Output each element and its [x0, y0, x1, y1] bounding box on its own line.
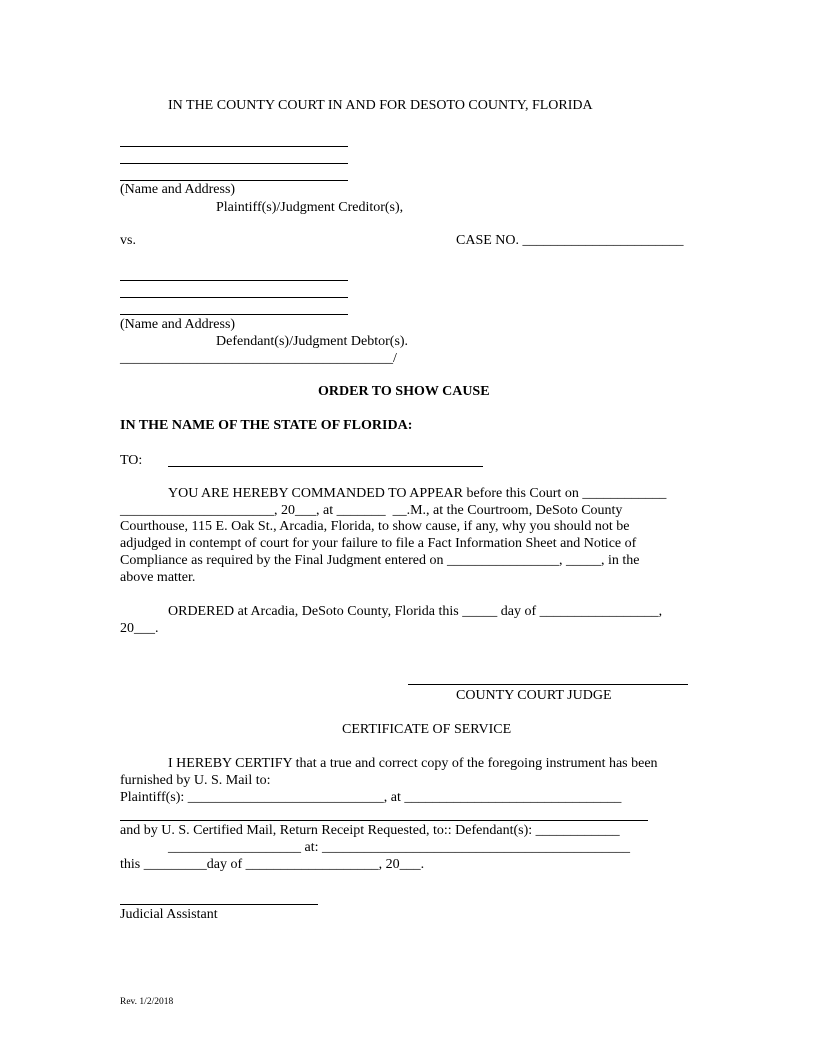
certificate-line-1: I HEREBY CERTIFY that a true and correct copy of the foregoing instrument has been — [168, 756, 658, 771]
certificate-blank-line[interactable] — [120, 820, 648, 821]
certificate-date-line: this _________day of ___________________, 20___. — [120, 857, 425, 872]
body-line-3: Courthouse, 115 E. Oak St., Arcadia, Florida, to show cause, if any, why you should not be — [120, 519, 630, 534]
to-label: TO: — [120, 453, 143, 468]
case-number-field[interactable]: CASE NO. _______________________ — [456, 233, 684, 248]
revision-label: Rev. 1/2/2018 — [120, 997, 174, 1007]
assistant-signature-line[interactable] — [120, 904, 318, 905]
court-header: IN THE COUNTY COURT IN AND FOR DESOTO COUNTY, FLORIDA — [168, 98, 593, 113]
order-title: ORDER TO SHOW CAUSE — [318, 384, 490, 399]
certificate-line-2: furnished by U. S. Mail to: — [120, 773, 271, 788]
assistant-label: Judicial Assistant — [120, 907, 218, 922]
defendant-name-line-3[interactable] — [120, 314, 348, 315]
certificate-title: CERTIFICATE OF SERVICE — [342, 722, 512, 737]
ordered-line-1: ORDERED at Arcadia, DeSoto County, Florida this _____ day of _________________, — [168, 604, 663, 619]
body-line-4: adjudged in contempt of court for your failure to file a Fact Information Sheet and Notice of — [120, 536, 637, 551]
state-heading: IN THE NAME OF THE STATE OF FLORIDA: — [120, 418, 413, 433]
certificate-plaintiff-line: Plaintiff(s): ____________________________, at _______________________________ — [120, 790, 622, 805]
certificate-address-line: ___________________ at: ____________________________________________ — [168, 840, 630, 855]
body-line-6: above matter. — [120, 570, 196, 585]
ordered-line-2: 20___. — [120, 621, 159, 636]
judge-label: COUNTY COURT JUDGE — [456, 688, 612, 703]
judge-signature-line[interactable] — [408, 684, 688, 685]
defendant-name-line-1[interactable] — [120, 280, 348, 281]
defendant-name-address-label: (Name and Address) — [120, 317, 236, 332]
plaintiff-name-line-1[interactable] — [120, 146, 348, 147]
to-recipient-line[interactable] — [168, 466, 483, 467]
caption-closing-line: _______________________________________/ — [120, 351, 397, 366]
plaintiff-role-label: Plaintiff(s)/Judgment Creditor(s), — [216, 200, 404, 215]
body-line-1: YOU ARE HEREBY COMMANDED TO APPEAR before this Court on ____________ — [168, 486, 667, 501]
body-line-2: ______________________, 20___, at _______ __.M., at the Courtroom, DeSoto County — [120, 503, 623, 518]
body-line-5: Compliance as required by the Final Judgment entered on ________________, _____, in the — [120, 553, 640, 568]
plaintiff-name-address-label: (Name and Address) — [120, 182, 236, 197]
defendant-name-line-2[interactable] — [120, 297, 348, 298]
defendant-role-label: Defendant(s)/Judgment Debtor(s). — [216, 334, 409, 349]
certificate-defendant-line: and by U. S. Certified Mail, Return Receipt Requested, to:: Defendant(s): ____________ — [120, 823, 620, 838]
versus-label: vs. — [120, 233, 136, 248]
plaintiff-name-line-2[interactable] — [120, 163, 348, 164]
